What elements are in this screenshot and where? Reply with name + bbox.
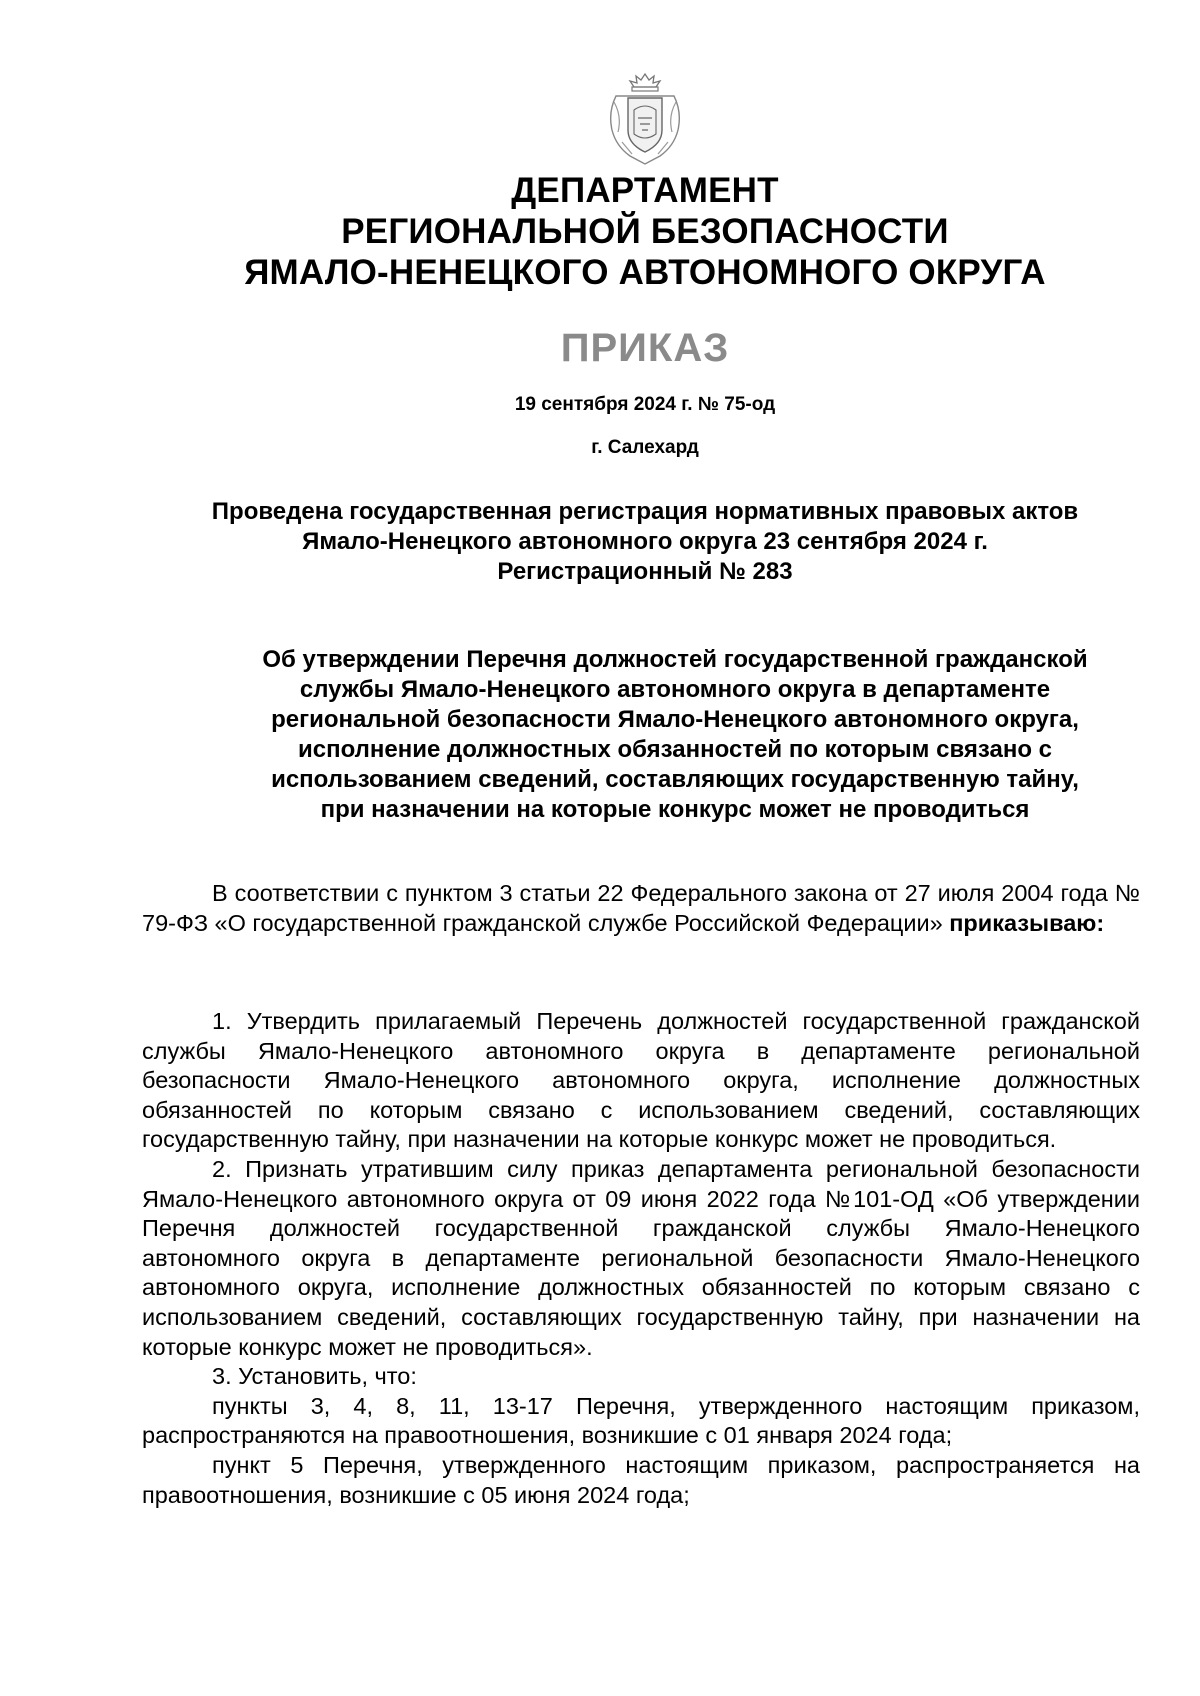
preamble-paragraph xyxy=(142,879,1140,938)
document-type: ПРИКАЗ xyxy=(560,326,730,370)
title-line: исполнение должностных обязанностей по которым связано с xyxy=(297,736,1053,763)
item-paragraph: 2. Признать утратившим силу приказ департамента региональной безопасности Ямало-Ненецкого автономного округа от 09 июня 2022 года №101-ОД «Об утверждении Перечня должностей государственной гражданской службы Ямало-Ненецкого автономного округа в департаменте региональной безопасности Ямало-Ненецкого автономного округа, исполнение должностных обязанностей по которым связано с использованием сведений, составляющих государственную тайну, при назначении на которые конкурс может не проводиться». xyxy=(142,1155,1140,1360)
item-paragraph: 3. Установить, что: xyxy=(212,1363,417,1390)
item-paragraph: пункт 5 Перечня, утвержденного настоящим приказом, распространяется на правоотношения, возникшие с 05 июня 2024 года; xyxy=(142,1451,1140,1508)
item-paragraph: пункты 3, 4, 8, 11, 13-17 Перечня, утвержденного настоящим приказом, распространяются на правоотношения, возникшие с 01 января 2024 года; xyxy=(142,1392,1140,1449)
preamble-text: В соответствии с пунктом 3 статьи 22 Федерального закона от 27 июля 2004 года № 79-ФЗ «О государственной гражданской службе Российской Федерации» xyxy=(142,880,1140,936)
issue-city: г. Салехард xyxy=(591,437,699,458)
preamble xyxy=(142,879,1140,938)
title-line: службы Ямало-Ненецкого автономного округа в департаменте xyxy=(299,676,1051,703)
coat-of-arms-emblem xyxy=(604,72,686,168)
registration-note xyxy=(140,497,1150,587)
title-line: использованием сведений, составляющих государственную тайну, xyxy=(271,766,1079,793)
registration-line: Регистрационный № 283 xyxy=(497,558,793,585)
title-line: региональной безопасности Ямало-Ненецкого автономного округа, xyxy=(271,706,1079,733)
order-date-number: 19 сентября 2024 г. № 75-од xyxy=(514,394,776,415)
registration-line: Проведена государственная регистрация нормативных правовых актов xyxy=(211,498,1079,525)
item-paragraph: 1. Утвердить прилагаемый Перечень должностей государственной гражданской службы Ямало-Ненецкого автономного округа в департаменте региональной безопасности Ямало-Ненецкого автономного округа, исполнение должностных обязанностей по которым связано с использованием сведений, составляющих государственную тайну, при назначении на которые конкурс может не проводиться. xyxy=(142,1008,1140,1153)
registration-line: Ямало-Ненецкого автономного округа 23 сентября 2024 г. xyxy=(302,528,988,555)
department-name xyxy=(0,170,1200,293)
order-items xyxy=(142,1007,1140,1510)
order-title xyxy=(180,645,1170,825)
title-line: при назначении на которые конкурс может не проводиться xyxy=(320,796,1030,823)
department-line: ЯМАЛО-НЕНЕЦКОГО АВТОНОМНОГО ОКРУГА xyxy=(244,253,1046,292)
order-verb: приказываю: xyxy=(949,909,1105,936)
department-line: ДЕПАРТАМЕНТ xyxy=(511,171,779,210)
department-line: РЕГИОНАЛЬНОЙ БЕЗОПАСНОСТИ xyxy=(341,212,949,251)
title-line: Об утверждении Перечня должностей государственной гражданской xyxy=(262,646,1088,673)
